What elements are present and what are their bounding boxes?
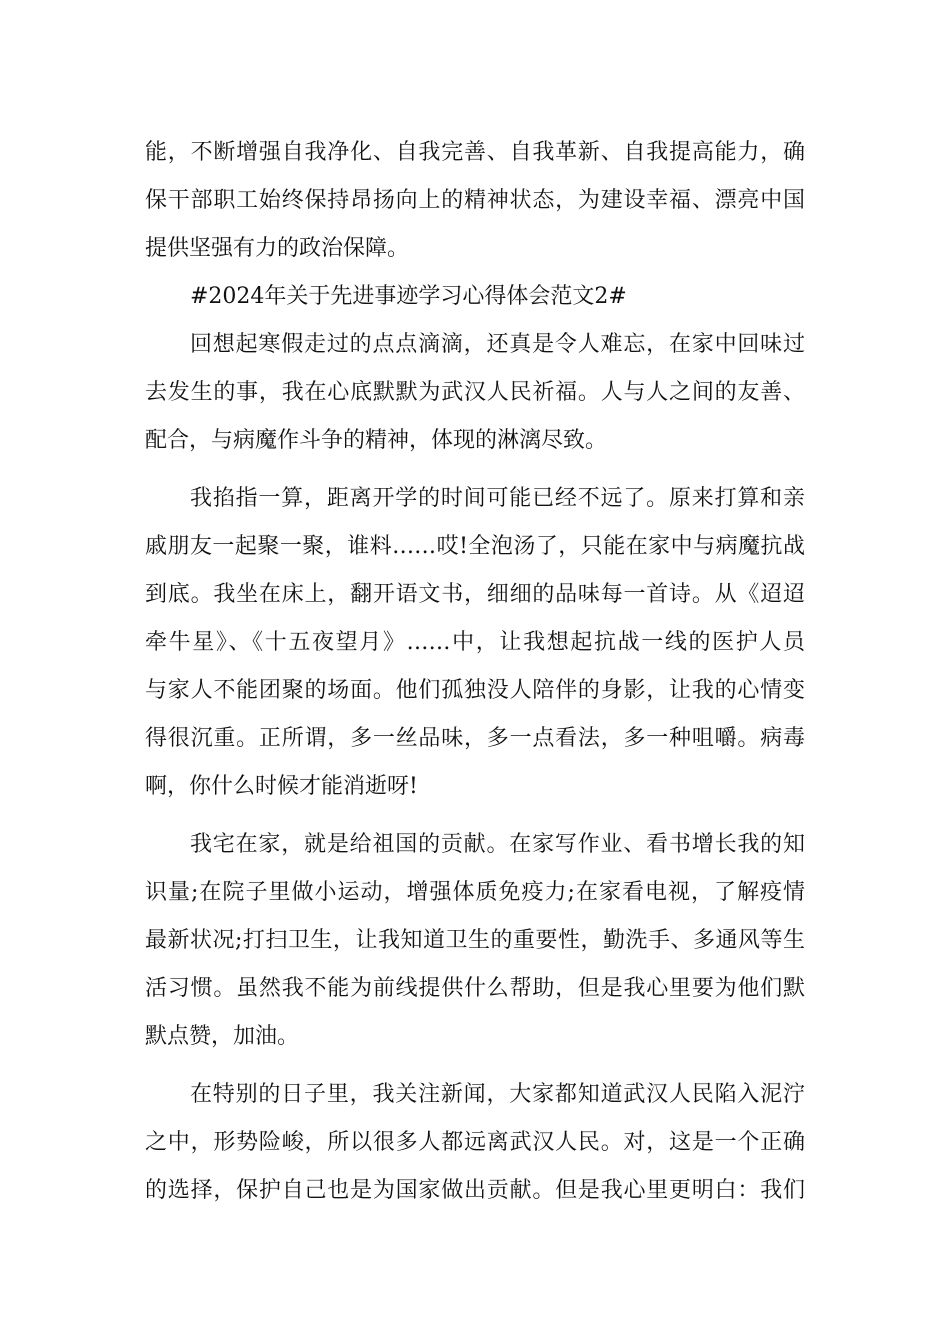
paragraph-line: 我掐指一算，距离开学的时间可能已经不远了。原来打算和亲 (190, 486, 805, 511)
paragraph-line: 之中，形势险峻，所以很多人都远离武汉人民。对，这是一个正确 (145, 1130, 805, 1155)
paragraph-line: 活习惯。虽然我不能为前线提供什么帮助，但是我心里要为他们默 (145, 976, 805, 1001)
paragraph-line: 保干部职工始终保持昂扬向上的精神状态，为建设幸福、漂亮中国 (145, 188, 805, 213)
paragraph-line: 到底。我坐在床上，翻开语文书，细细的品味每一首诗。从《迢迢 (145, 582, 805, 607)
section-heading: #2024年关于先进事迹学习心得体会范文2# (190, 284, 627, 309)
paragraph-line: 牵牛星》、《十五夜望月》……中，让我想起抗战一线的医护人员 (145, 630, 805, 655)
paragraph-line: 去发生的事，我在心底默默为武汉人民祈福。人与人之间的友善、 (145, 380, 805, 405)
paragraph-line: 能，不断增强自我净化、自我完善、自我革新、自我提高能力，确 (145, 140, 805, 165)
paragraph-line: 戚朋友一起聚一聚，谁料……哎!全泡汤了，只能在家中与病魔抗战 (145, 534, 805, 559)
paragraph-line: 我宅在家，就是给祖国的贡献。在家写作业、看书增长我的知 (190, 832, 805, 857)
paragraph-line: 与家人不能团聚的场面。他们孤独没人陪伴的身影，让我的心情变 (145, 678, 805, 703)
paragraph-line: 在特别的日子里，我关注新闻，大家都知道武汉人民陷入泥泞 (190, 1082, 805, 1107)
paragraph-line: 默点赞，加油。 (145, 1024, 300, 1049)
paragraph-line: 配合，与病魔作斗争的精神，体现的淋漓尽致。 (145, 428, 608, 453)
paragraph-line: 识量;在院子里做小运动，增强体质免疫力;在家看电视，了解疫情 (145, 880, 805, 905)
paragraph-line: 提供坚强有力的政治保障。 (145, 236, 410, 261)
paragraph-line: 啊，你什么时候才能消逝呀! (145, 774, 418, 799)
paragraph-line: 最新状况;打扫卫生，让我知道卫生的重要性，勤洗手、多通风等生 (145, 928, 805, 953)
paragraph-line: 回想起寒假走过的点点滴滴，还真是令人难忘，在家中回味过 (190, 332, 805, 357)
paragraph-line: 得很沉重。正所谓，多一丝品味，多一点看法，多一种咀嚼。病毒 (145, 726, 805, 751)
paragraph-line: 的选择，保护自己也是为国家做出贡献。但是我心里更明白：我们 (145, 1178, 805, 1203)
